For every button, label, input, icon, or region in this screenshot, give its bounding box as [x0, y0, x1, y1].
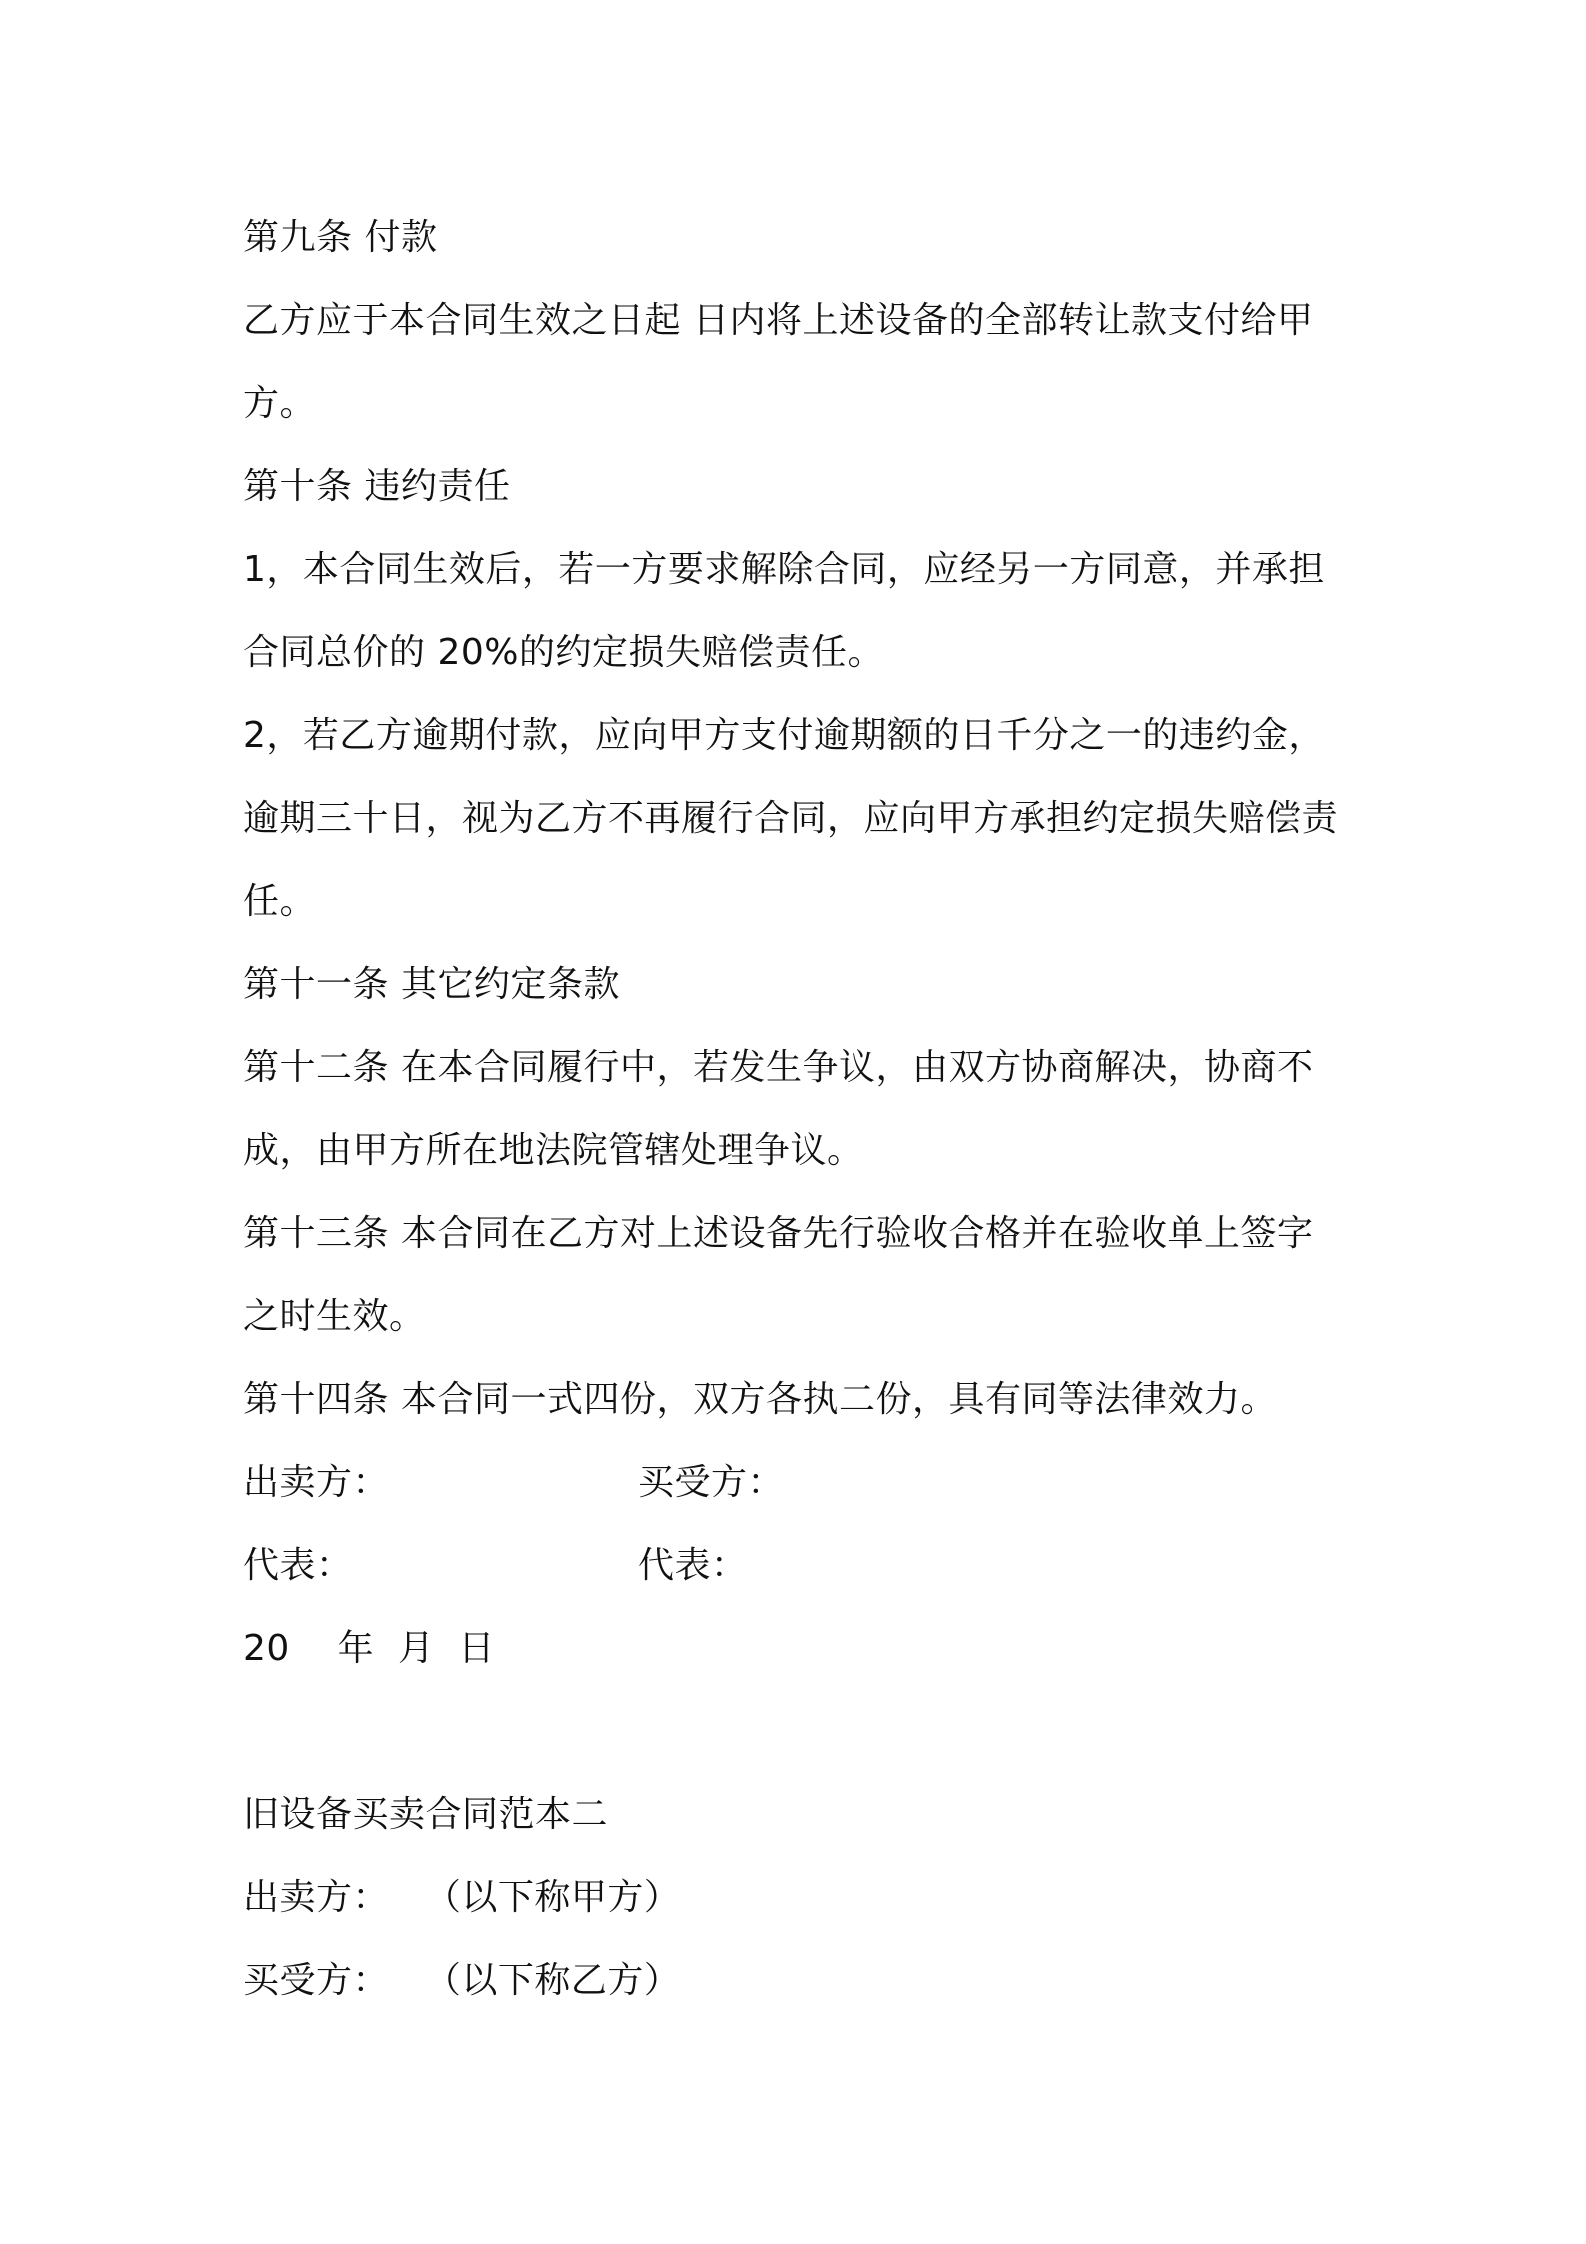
article-10-clause-1-line-1: 1，本合同生效后，若一方要求解除合同，应经另一方同意，并承担	[243, 549, 1325, 590]
article-11-heading: 第十一条 其它约定条款	[243, 964, 620, 1005]
article-10-clause-2-line-1: 2，若乙方逾期付款，应向甲方支付逾期额的日千分之一的违约金，	[243, 715, 1325, 756]
document-body	[243, 196, 1363, 2022]
party-labels-row	[243, 1441, 1363, 1524]
seller-representative-label: 代表：	[243, 1545, 353, 1586]
article-10-clause-2-line-3: 任。	[243, 881, 317, 922]
template-2-seller-line: 出卖方： （以下称甲方）	[243, 1877, 681, 1918]
seller-label: 出卖方：	[243, 1462, 390, 1503]
article-14-line: 第十四条 本合同一式四份，双方各执二份，具有同等法律效力。	[243, 1379, 1277, 1420]
article-9-line-2: 方。	[243, 383, 317, 424]
blank-spacer	[243, 1690, 1363, 1773]
article-10-clause-2-line-2: 逾期三十日，视为乙方不再履行合同，应向甲方承担约定损失赔偿责	[243, 798, 1339, 839]
article-13-line-1: 第十三条 本合同在乙方对上述设备先行验收合格并在验收单上签字	[243, 1213, 1314, 1254]
representative-labels-row	[243, 1524, 1363, 1607]
article-9-heading: 第九条 付款	[243, 217, 438, 258]
buyer-label: 买受方：	[638, 1462, 785, 1503]
template-2-title: 旧设备买卖合同范本二	[243, 1794, 609, 1835]
date-line: 20 年 月 日	[243, 1628, 495, 1669]
buyer-representative-label: 代表：	[638, 1545, 748, 1586]
article-9-line-1: 乙方应于本合同生效之日起 日内将上述设备的全部转让款支付给甲	[243, 300, 1314, 341]
article-10-clause-1-line-2: 合同总价的 20%的约定损失赔偿责任。	[243, 632, 884, 673]
article-12-line-2: 成，由甲方所在地法院管辖处理争议。	[243, 1130, 864, 1171]
article-13-line-2: 之时生效。	[243, 1296, 426, 1337]
article-12-line-1: 第十二条 在本合同履行中，若发生争议，由双方协商解决，协商不	[243, 1047, 1314, 1088]
template-2-buyer-line: 买受方： （以下称乙方）	[243, 1960, 681, 2001]
article-10-heading: 第十条 违约责任	[243, 466, 511, 507]
